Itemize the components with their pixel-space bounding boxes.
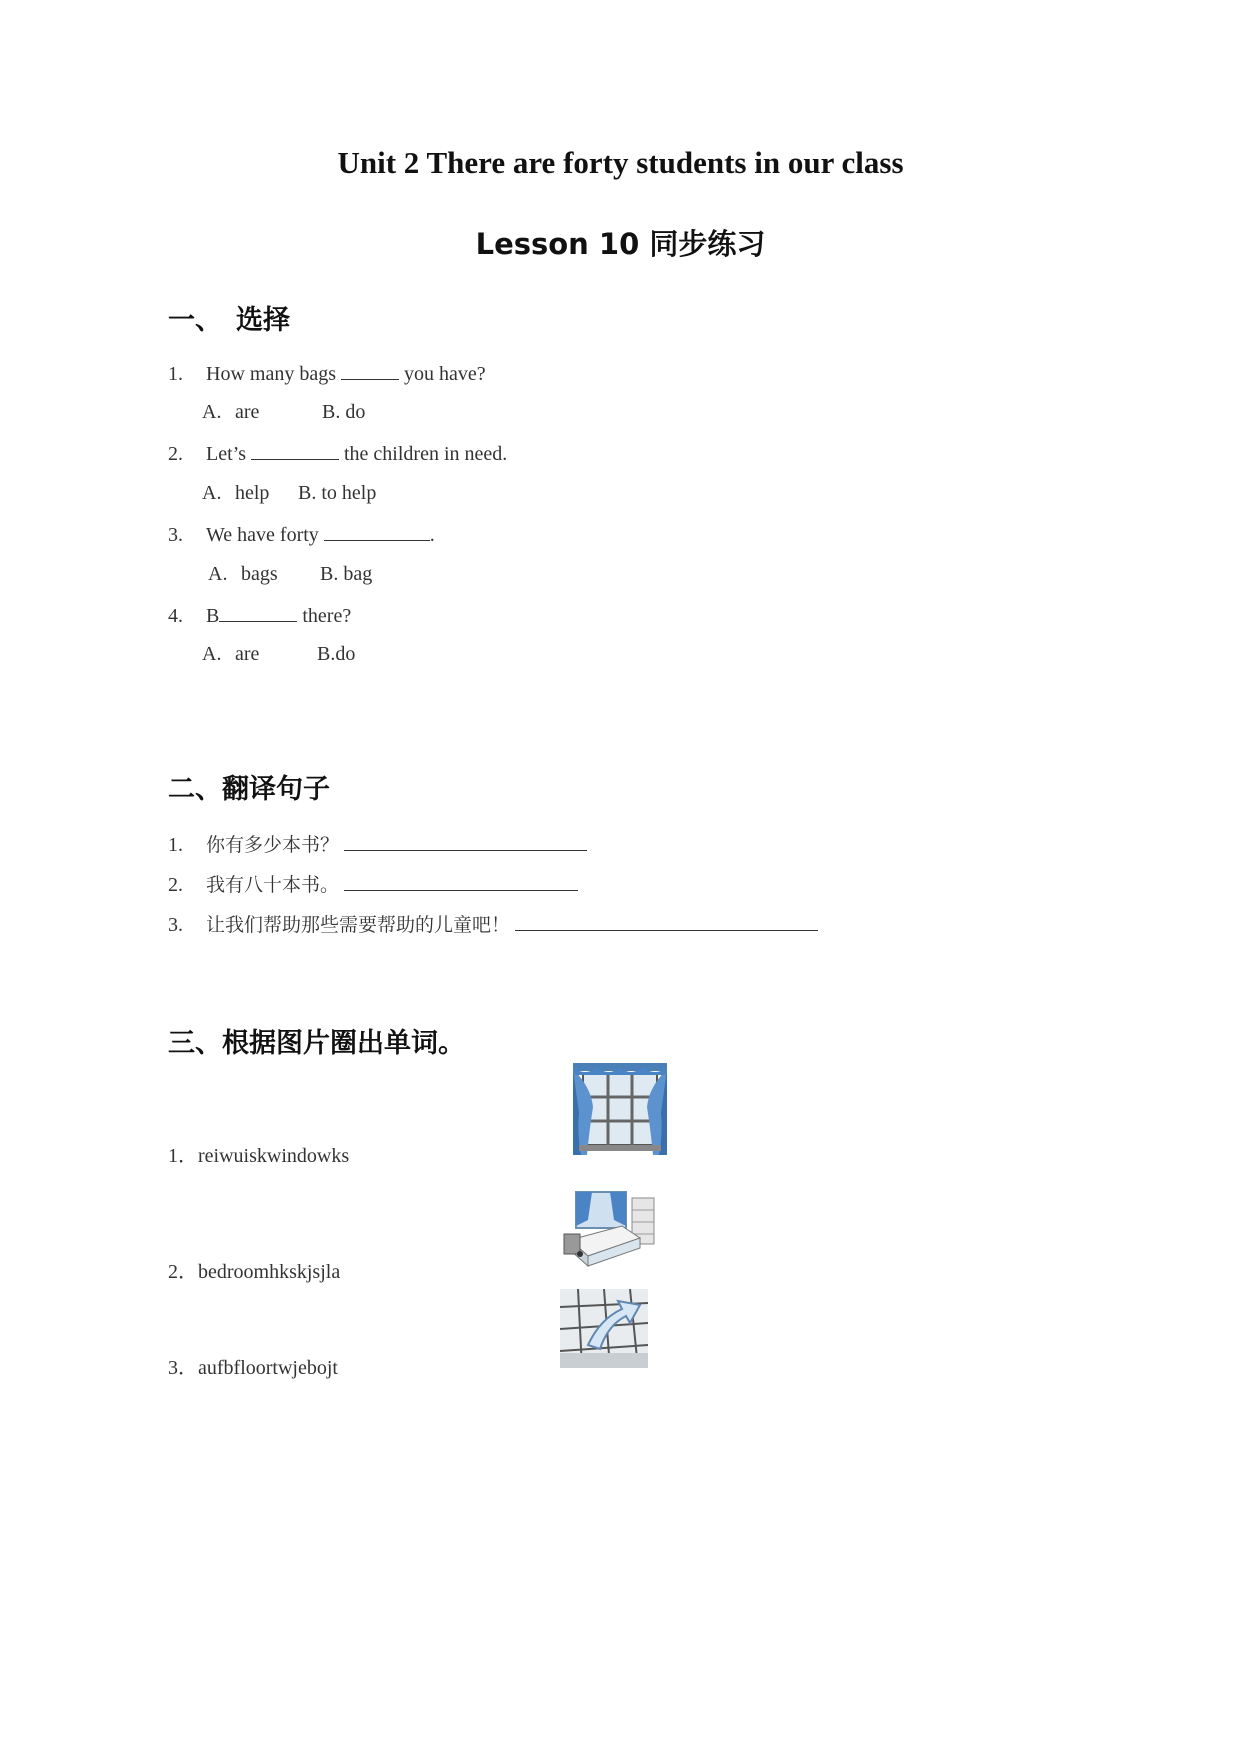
- word-item-2: 2．bedroomhkskjsjla: [168, 1261, 341, 1283]
- letter-string[interactable]: reiwuiskwindowks: [198, 1145, 350, 1167]
- option-b[interactable]: B. do: [322, 401, 366, 423]
- section-title: 选择: [236, 305, 290, 336]
- word-item-3: 3．aufbfloortwjebojt: [168, 1357, 338, 1379]
- option-a-label: A.: [208, 563, 228, 585]
- question-2-options: [202, 482, 376, 505]
- option-a[interactable]: bags: [241, 563, 278, 585]
- letter-string[interactable]: aufbfloortwjebojt: [198, 1357, 338, 1379]
- translate-item-2: 2. 我有八十本书。: [168, 870, 578, 897]
- answer-blank[interactable]: [324, 522, 430, 541]
- option-a[interactable]: are: [235, 643, 260, 665]
- word-item-1: 1．reiwuiskwindowks: [168, 1145, 350, 1167]
- window-picture: [573, 1063, 667, 1155]
- answer-blank[interactable]: [251, 441, 339, 460]
- page-subtitle: Lesson 10 同步练习: [475, 227, 766, 261]
- option-a-label: A.: [202, 482, 222, 504]
- answer-blank[interactable]: [341, 361, 399, 380]
- answer-line[interactable]: [515, 912, 818, 931]
- question-3: 3. We have forty .: [168, 524, 435, 546]
- question-4: 4. B there?: [168, 605, 352, 627]
- answer-line[interactable]: [344, 872, 578, 891]
- question-2: 2. Let’s the children in need.: [168, 443, 508, 465]
- page-title: Unit 2 There are forty students in our class: [337, 145, 904, 180]
- section-translate-heading: 二、翻译句子: [168, 774, 330, 805]
- option-a[interactable]: are: [235, 401, 260, 423]
- section-circle-words-heading: 三、根据图片圈出单词。: [168, 1028, 465, 1059]
- answer-blank[interactable]: [219, 603, 297, 622]
- translate-item-3: 3. 让我们帮助那些需要帮助的儿童吧！: [168, 910, 818, 937]
- question-3-options: [208, 563, 372, 586]
- option-b[interactable]: B. to help: [298, 482, 377, 504]
- bedroom-picture: [562, 1190, 656, 1270]
- option-b[interactable]: B. bag: [320, 563, 373, 585]
- section-number: 一、: [168, 305, 222, 336]
- option-a-label: A.: [202, 643, 222, 665]
- question-1: 1. How many bags you have?: [168, 363, 486, 385]
- answer-line[interactable]: [344, 832, 587, 851]
- translate-item-1: 1. 你有多少本书？: [168, 830, 587, 857]
- section-choice-heading: [168, 298, 290, 337]
- question-4-options: [202, 643, 355, 666]
- question-1-options: [202, 401, 365, 424]
- option-a[interactable]: help: [235, 482, 270, 504]
- floor-picture: [560, 1289, 648, 1368]
- option-a-label: A.: [202, 401, 222, 423]
- option-b[interactable]: B.do: [317, 643, 356, 665]
- letter-string[interactable]: bedroomhkskjsjla: [198, 1261, 341, 1283]
